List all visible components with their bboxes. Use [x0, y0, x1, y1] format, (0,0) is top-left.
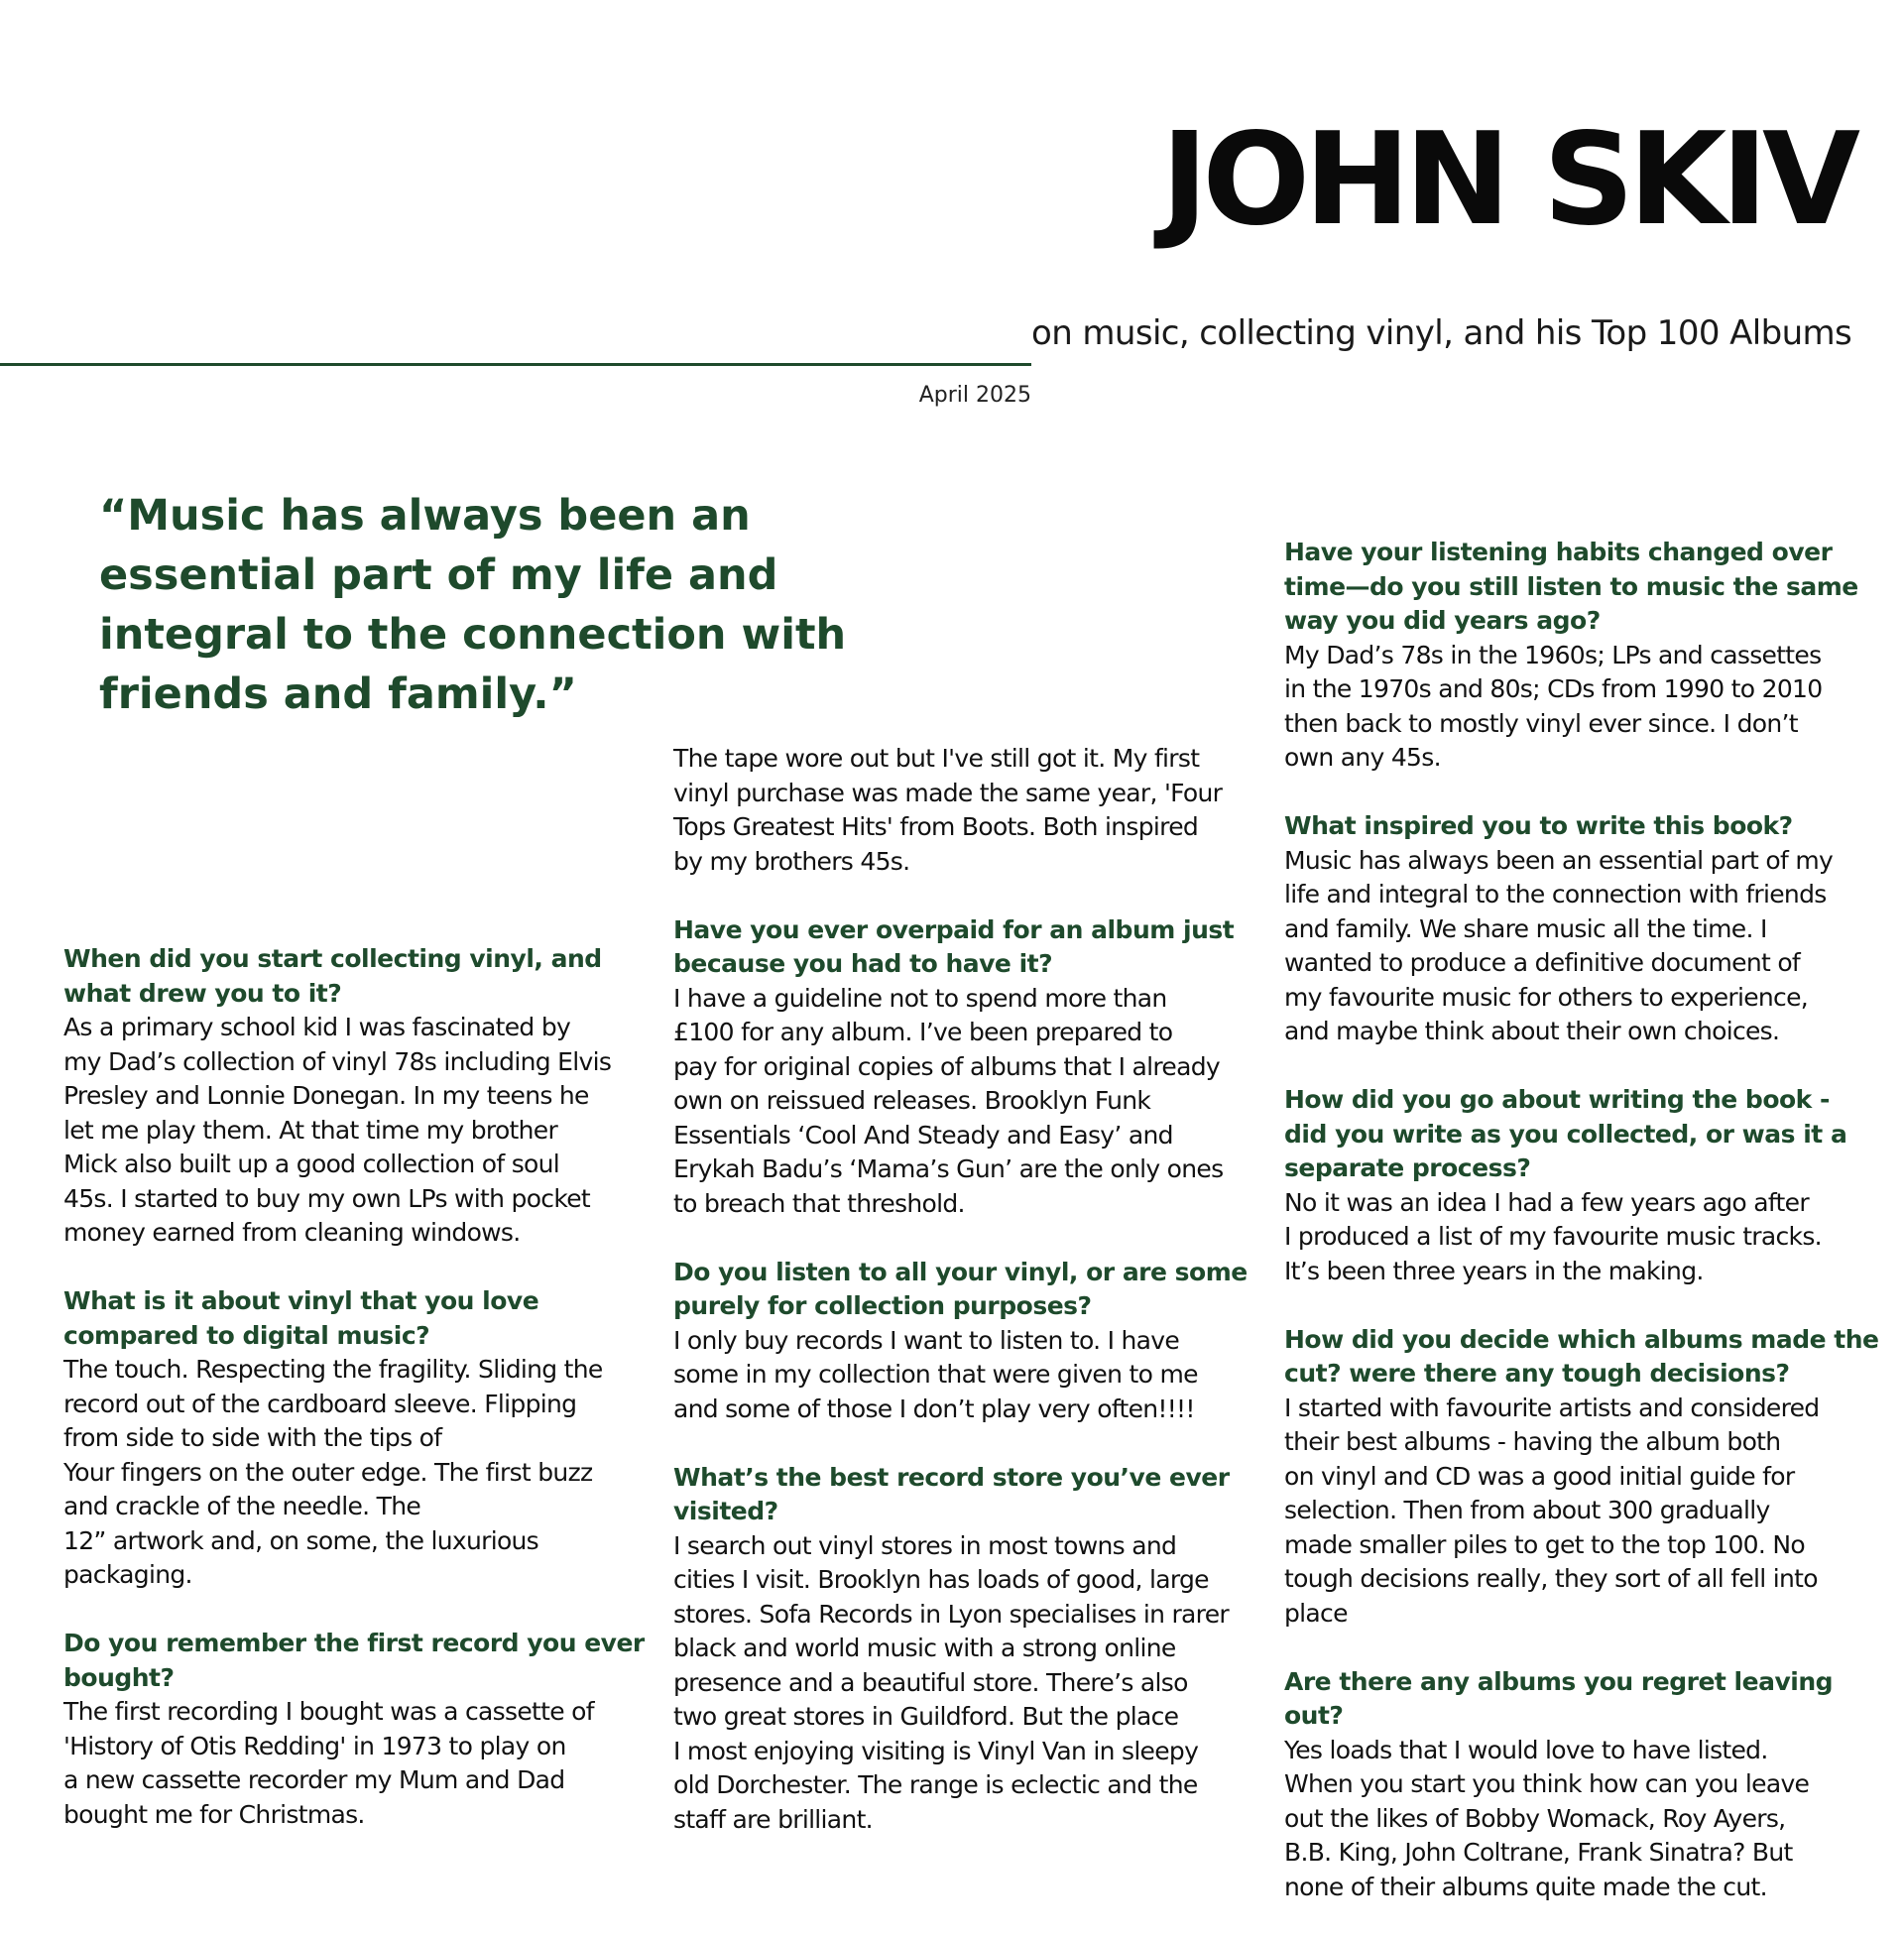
qa-item	[673, 913, 1268, 1222]
question: Do you listen to all your vinyl, or are some purely for collection purposes?	[673, 1257, 1248, 1320]
question: How did you go about writing the book - did you write as you collected, or was it a separate process?	[1284, 1085, 1847, 1182]
page-title: JOHN SKIV	[1160, 106, 1854, 254]
answer: The first recording I bought was a cassette of 'History of Otis Redding' in 1973 to play on a new cassette recorder my Mum and Dad bought me for Christmas.	[63, 1697, 594, 1829]
column-1	[63, 942, 658, 1867]
question: Are there any albums you regret leaving out?	[1284, 1666, 1834, 1730]
question: Have you ever overpaid for an album just because you had to have it?	[673, 914, 1235, 978]
qa-item	[1284, 809, 1879, 1049]
question: Do you remember the first record you ever bought?	[63, 1629, 645, 1692]
answer: As a primary school kid I was fascinated by my Dad’s collection of vinyl 78s including Elvis Presley and Lonnie Donegan. In my teens he let me play them. At that time my brother Mick also built up a good collection of soul 45s. I started to buy my own LPs with pocket money earned from cleaning windows.	[63, 1013, 612, 1247]
qa-item	[673, 1256, 1268, 1427]
answer: I only buy records I want to listen to. I have some in my collection that were given to me and some of those I don’t play very often!!!!	[673, 1325, 1198, 1423]
answer: The touch. Respecting the fragility. Sliding the record out of the cardboard sleeve. Flipping from side to side with the tips of Your fingers on the outer edge. The first buzz and crackle of the needle. The 12” artwork and, on some, the luxurious packaging.	[63, 1355, 603, 1589]
question: What is it about vinyl that you love compared to digital music?	[63, 1286, 539, 1350]
pull-quote: “Music has always been an essential part of my life and integral to the connection with friends and family.”	[99, 491, 847, 719]
qa-item	[673, 1461, 1268, 1838]
question: What’s the best record store you’ve ever visited?	[673, 1462, 1230, 1525]
question: What inspired you to write this book?	[1284, 811, 1793, 840]
qa-item	[63, 1284, 658, 1593]
issue-date: April 2025	[918, 383, 1031, 408]
qa-item	[1284, 1083, 1879, 1288]
qa-item	[1284, 1665, 1879, 1905]
answer: I have a guideline not to spend more than £100 for any album. I’ve been prepared to pay for original copies of albums that I already own on reissued releases. Brooklyn Funk Essentials ‘Cool And Steady and Easy’ and Erykah Badu’s ‘Mama’s Gun’ are the only ones to breach that threshold.	[673, 983, 1224, 1218]
answer-continued: The tape wore out but I've still got it. My first vinyl purchase was made the same year, 'Four Tops Greatest Hits' from Boots. Both inspired by my brothers 45s.	[673, 744, 1223, 876]
qa-item	[1284, 536, 1879, 776]
page-subtitle: on music, collecting vinyl, and his Top 100 Albums	[1031, 313, 1852, 353]
qa-item	[1284, 1323, 1879, 1632]
answer: Yes loads that I would love to have listed. When you start you think how can you leave out the likes of Bobby Womack, Roy Ayers, B.B. King, John Coltrane, Frank Sinatra? But none of their albums quite made the cut.	[1284, 1735, 1810, 1901]
qa-item	[63, 942, 658, 1251]
answer: I started with favourite artists and considered their best albums - having the album both on vinyl and CD was a good initial guide for selection. Then from about 300 gradually made smaller piles to get to the top 100. No tough decisions really, they sort of all fell into place	[1284, 1393, 1820, 1628]
question: When did you start collecting vinyl, and what drew you to it?	[63, 944, 602, 1008]
column-2	[673, 742, 1268, 1872]
header-divider	[0, 363, 1031, 366]
qa-continuation	[673, 742, 1268, 879]
question: Have your listening habits changed over time—do you still listen to music the same way you did years ago?	[1284, 538, 1858, 635]
qa-item	[63, 1627, 658, 1832]
answer: I search out vinyl stores in most towns and cities I visit. Brooklyn has loads of good, large stores. Sofa Records in Lyon specialises in rarer black and world music with a strong online presence and a beautiful store. There’s also two great stores in Guildford. But the place I most enjoying visiting is Vinyl Van in sleepy old Dorchester. The range is eclectic and the staff are brilliant.	[673, 1530, 1229, 1834]
answer: My Dad’s 78s in the 1960s; LPs and cassettes in the 1970s and 80s; CDs from 1990 to 2010 then back to mostly vinyl ever since. I don’t own any 45s.	[1284, 640, 1823, 772]
question: How did you decide which albums made the cut? were there any tough decisions?	[1284, 1324, 1879, 1388]
answer: Music has always been an essential part of my life and integral to the connection with friends and family. We share music all the time. I wanted to produce a definitive document of my favourite music for others to experience, and maybe think about their own choices.	[1284, 845, 1834, 1045]
answer: No it was an idea I had a few years ago after I produced a list of my favourite music tracks. It’s been three years in the making.	[1284, 1187, 1822, 1285]
column-3	[1284, 536, 1879, 1939]
